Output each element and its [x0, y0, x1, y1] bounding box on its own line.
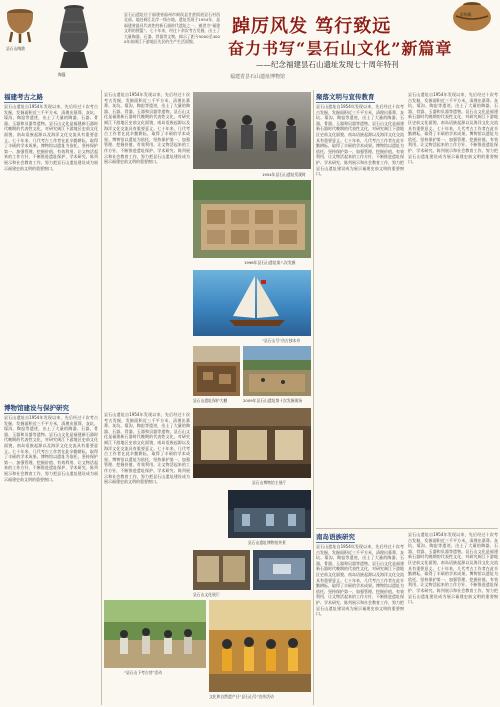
photo-museum-exterior	[228, 490, 311, 538]
museum-text-b: 昙石山遗址自1954年发现以来，先后经过十次考古发掘，发掘面积近三千平方米，清理出墓葬、灰坑、壕沟、陶窑等遗迹，出土了大量的陶器、石器、骨器、玉器和贝器等遗物。昙石山文化是福建新石器时代晚期的代表性文化，对研究闽江下游地区史前文化面貌、南岛语族起源以及海洋文化交流具有重要意义。七十年来，几代考古工作者在此辛勤耕耘，取得了丰硕的学术成果。博物馆以遗址为依托，坚持保护第一、加强管理、挖掘价值、有效利用、让文物活起来的工作方针，不断推进遗址保护、学术研究、陈列展示和社会教育工作，努力把昙石山遗址建设成为展示福建史前文明的重要窗口。	[104, 412, 190, 485]
culture-text-a: 昙石山遗址自1954年发现以来，先后经过十次考古发掘，发掘面积近三千平方米，清理出墓葬、灰坑、壕沟、陶窑等遗迹，出土了大量的陶器、石器、骨器、玉器和贝器等遗物。昙石山文化是福建新石器时代晚期的代表性文化，对研究闽江下游地区史前文化面貌、南岛语族起源以及海洋文化交流具有重要意义。七十年来，几代考古工作者在此辛勤耕耘，取得了丰硕的学术成果。博物馆以遗址为依托，坚持保护第一、加强管理、挖掘价值、有效利用、让文物活起来的工作方针，不断推进遗址保护、学术研究、陈列展示和社会教育工作，努力把昙石山遗址建设成为展示福建史前文明的重要窗口。	[316, 544, 404, 617]
photo-1954-discovery	[193, 92, 311, 169]
section-museum-title: 博物馆建设与保护研究	[4, 404, 69, 412]
photo-canoe-boat	[193, 270, 311, 336]
caption-culture-hall: 昙石山文化展厅	[193, 592, 220, 597]
culture-text-b: 昙石山遗址自1954年发现以来，先后经过十次考古发掘，发掘面积近三千平方米，清理出墓葬、灰坑、壕沟、陶窑等遗迹，出土了大量的陶器、石器、骨器、玉器和贝器等遗物。昙石山文化是福建新石器时代晚期的代表性文化，对研究闽江下游地区史前文化面貌、南岛语族起源以及海洋文化交流具有重要意义。七十年来，几代考古工作者在此辛勤耕耘，取得了丰硕的学术成果。博物馆以遗址为依托，坚持保护第一、加强管理、挖掘价值、有效利用、让文物活起来的工作方针，不断推进遗址保护、学术研究、陈列展示和社会教育工作，努力把昙石山遗址建设成为展示福建史前文明的重要窗口。	[408, 532, 498, 605]
museum-text-a: 昙石山遗址自1954年发现以来，先后经过十次考古发掘，发掘面积近三千平方米，清理出墓葬、灰坑、壕沟、陶窑等遗迹，出土了大量的陶器、石器、骨器、玉器和贝器等遗物。昙石山文化是福建新石器时代晚期的代表性文化，对研究闽江下游地区史前文化面貌、南岛语族起源以及海洋文化交流具有重要意义。七十年来，几代考古工作者在此辛勤耕耘，取得了丰硕的学术成果。博物馆以遗址为依托，坚持保护第一、加强管理、挖掘价值、有效利用、让文物活起来的工作方针，不断推进遗址保护、学术研究、陈列展示和社会教育工作，努力把昙石山遗址建设成为展示福建史前文明的重要窗口。	[4, 415, 98, 482]
painted-jar-image	[444, 0, 500, 32]
pottery-gui-image	[52, 2, 96, 70]
photo-site-shelter	[193, 346, 240, 396]
caption-camp: “昙石山下考古营”活动	[124, 670, 163, 675]
photo-excavation-site	[243, 346, 311, 396]
section-research-title: 聚落文明与宣传教育	[316, 93, 375, 101]
caption-2009: 2009年昙石山遗址第十次发掘现场	[243, 398, 303, 403]
photo-heritage-day	[209, 600, 311, 692]
caption-1954: 1954年昙石山遗址发现时	[262, 172, 306, 177]
history-text-b: 昙石山遗址自1954年发现以来，先后经过十次考古发掘，发掘面积近三千平方米，清理出墓葬、灰坑、壕沟、陶窑等遗迹，出土了大量的陶器、石器、骨器、玉器和贝器等遗物。昙石山文化是福建新石器时代晚期的代表性文化，对研究闽江下游地区史前文化面貌、南岛语族起源以及海洋文化交流具有重要意义。七十年来，几代考古工作者在此辛勤耕耘，取得了丰硕的学术成果。博物馆以遗址为依托，坚持保护第一、加强管理、挖掘价值、有效利用、让文物活起来的工作方针，不断推进遗址保护、学术研究、陈列展示和社会教育工作，努力把昙石山遗址建设成为展示福建史前文明的重要窗口。	[104, 92, 190, 165]
caption-shelter: 昙石山遗址保护大棚	[193, 398, 228, 403]
left-object-caption: 昙石山陶鼎	[6, 46, 25, 51]
photo-culture-gallery-b	[253, 550, 311, 590]
mid-object-caption: 陶簋	[58, 72, 66, 77]
caption-exterior: 昙石山遗址博物馆外景	[248, 540, 286, 545]
intro-text: 昙石山遗址位于福建省福州市闽侯县甘蔗街道昙石村西北部，地处闽江北岸一级台地。遗址发现于1954年，是福建省最具代表性的新石器时代遗址之一，被誉为“福建文明的摇篮”。七十年来，经过十余次考古发掘，出土了大量陶器、石器、骨器等文物，揭示了距今5000至4000年前闽江下游地区先民的生产生活面貌。	[124, 12, 220, 45]
right-object-caption: 彩陶罐	[460, 12, 472, 17]
caption-1996: 1996年昙石山遗址第八次发掘	[244, 260, 296, 265]
column-divider-2	[313, 90, 314, 705]
byline: 福建省昙石山遗址博物馆	[230, 74, 286, 80]
research-text-a: 昙石山遗址自1954年发现以来，先后经过十次考古发掘，发掘面积近三千平方米，清理出墓葬、灰坑、壕沟、陶窑等遗迹，出土了大量的陶器、石器、骨器、玉器和贝器等遗物。昙石山文化是福建新石器时代晚期的代表性文化，对研究闽江下游地区史前文化面貌、南岛语族起源以及海洋文化交流具有重要意义。七十年来，几代考古工作者在此辛勤耕耘，取得了丰硕的学术成果。博物馆以遗址为依托，坚持保护第一、加强管理、挖掘价值、有效利用、让文物活起来的工作方针，不断推进遗址保护、学术研究、陈列展示和社会教育工作，努力把昙石山遗址建设成为展示福建史前文明的重要窗口。	[316, 104, 404, 177]
caption-main-hall: 昙石山博物馆主展厅	[252, 480, 287, 485]
photo-excavation-aerial	[193, 180, 311, 258]
section-history-title: 福建考古之路	[4, 93, 43, 101]
history-text-a: 昙石山遗址自1954年发现以来，先后经过十次考古发掘，发掘面积近三千平方米，清理出墓葬、灰坑、壕沟、陶窑等遗迹，出土了大量的陶器、石器、骨器、玉器和贝器等遗物。昙石山文化是福建新石器时代晚期的代表性文化，对研究闽江下游地区史前文化面貌、南岛语族起源以及海洋文化交流具有重要意义。七十年来，几代考古工作者在此辛勤耕耘，取得了丰硕的学术成果。博物馆以遗址为依托，坚持保护第一、加强管理、挖掘价值、有效利用、让文物活起来的工作方针，不断推进遗址保护、学术研究、陈列展示和社会教育工作，努力把昙石山遗址建设成为展示福建史前文明的重要窗口。	[4, 104, 98, 171]
pottery-ding-image	[2, 4, 38, 44]
section-divider-right	[316, 528, 498, 529]
subtitle: ——纪念福建昙石山遗址发现七十周年特刊	[256, 60, 399, 69]
caption-canoe: “昙石山号”仿古独木舟	[262, 338, 301, 343]
research-text-b: 昙石山遗址自1954年发现以来，先后经过十次考古发掘，发掘面积近三千平方米，清理出墓葬、灰坑、壕沟、陶窑等遗迹，出土了大量的陶器、石器、骨器、玉器和贝器等遗物。昙石山文化是福建新石器时代晚期的代表性文化，对研究闽江下游地区史前文化面貌、南岛语族起源以及海洋文化交流具有重要意义。七十年来，几代考古工作者在此辛勤耕耘，取得了丰硕的学术成果。博物馆以遗址为依托，坚持保护第一、加强管理、挖掘价值、有效利用、让文物活起来的工作方针，不断推进遗址保护、学术研究、陈列展示和社会教育工作，努力把昙石山遗址建设成为展示福建史前文明的重要窗口。	[408, 92, 498, 165]
caption-heritage-day: 文化和自然遗产日“昙石山号”宣传活动	[209, 694, 274, 699]
photo-culture-gallery-a	[193, 550, 250, 590]
photo-exhibition-hall	[193, 408, 311, 478]
title-line-2: 奋力书写“昙石山文化”新篇章	[228, 39, 453, 58]
photo-archaeology-camp	[104, 600, 206, 668]
section-culture-title: 南岛语族研究	[316, 533, 355, 541]
column-divider	[101, 90, 102, 705]
title-line-1: 踔厉风发 笃行致远	[232, 16, 392, 37]
